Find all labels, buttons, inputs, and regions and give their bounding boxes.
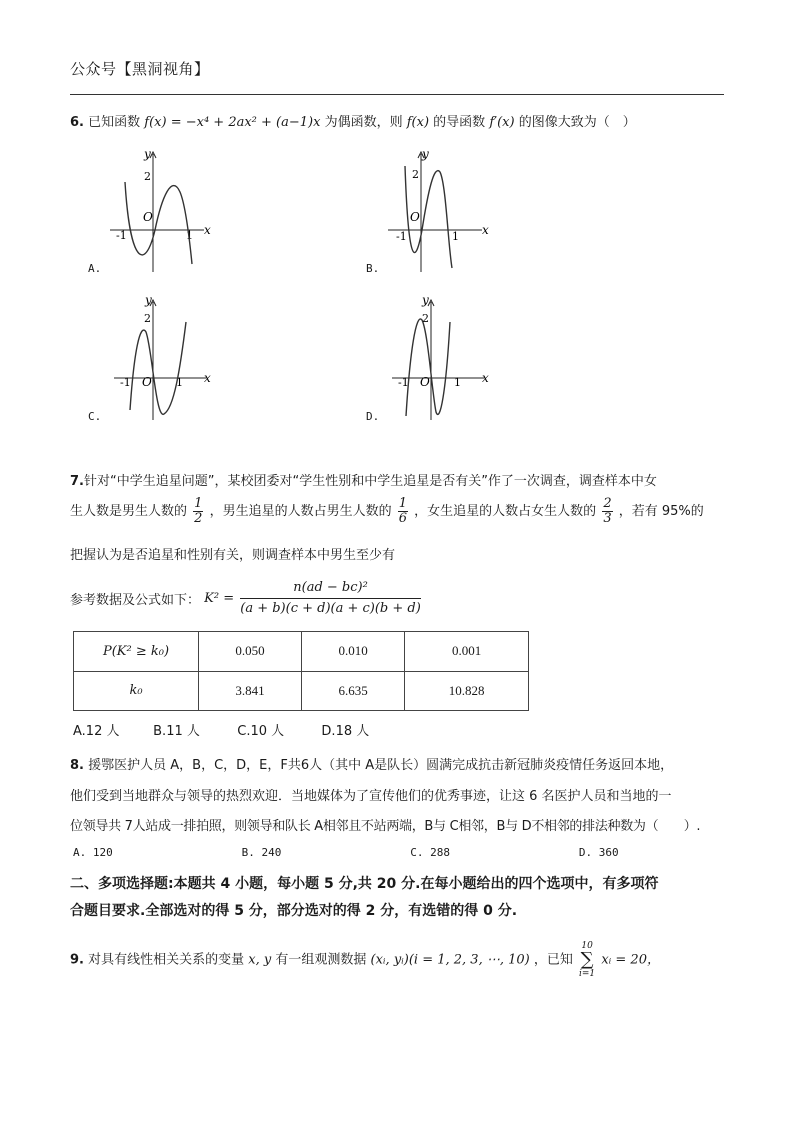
q7-line2 xyxy=(70,497,704,526)
table-cell: 0.001 xyxy=(405,632,529,672)
table-cell: 0.010 xyxy=(302,632,405,672)
q6-a-neg1: -1 xyxy=(116,229,127,242)
q8-line1 xyxy=(70,754,673,773)
q6-graph-b xyxy=(378,144,498,274)
q6-fx: f(x) xyxy=(406,115,430,130)
q7-choice-c: C.10 人 xyxy=(237,724,285,739)
q7-frac1-den: 2 xyxy=(194,511,203,526)
q6-a-two: 2 xyxy=(144,170,151,183)
table-cell: 3.841 xyxy=(199,671,302,711)
q7-frac2-den: 6 xyxy=(398,511,408,526)
q7-l2b: ，男生追星的人数占男生人数的 xyxy=(209,504,392,519)
table-cell: k₀ xyxy=(74,671,199,711)
q7-l2c: ，女生追星的人数占女生人数的 xyxy=(414,504,597,519)
q9-number: 9. xyxy=(70,952,84,968)
q7-k2-label: K² = xyxy=(204,591,235,606)
q6-d-two: 2 xyxy=(422,312,429,325)
q9-text-a: 对具有线性相关关系的变量 xyxy=(88,952,245,968)
q7-number: 7. xyxy=(70,474,84,489)
q9-text-b: 有一组观测数据 xyxy=(275,952,367,968)
q9-sum-top: 10 xyxy=(581,941,593,951)
q6-c-y-label: y xyxy=(145,293,152,307)
q7-frac1 xyxy=(193,497,203,526)
q7-l2a: 生人数是男生人数的 xyxy=(70,504,188,519)
q7-frac3 xyxy=(602,497,612,526)
q7-frac2 xyxy=(398,497,408,526)
q7-reference xyxy=(70,578,423,619)
q7-line1 xyxy=(70,470,657,489)
q7-frac1-num: 1 xyxy=(194,496,203,511)
q6-a-x-label: x xyxy=(204,223,211,237)
q6-c-one: 1 xyxy=(176,376,183,389)
q6-stem xyxy=(70,111,636,130)
q6-c-two: 2 xyxy=(144,312,151,325)
q6-b-one: 1 xyxy=(452,230,459,243)
q8-line2: 他们受到当地群众与领导的热烈欢迎．当地媒体为了宣传他们的优秀事迹，让这 6 名医护人员和当地的一 xyxy=(70,789,672,804)
q6-c-neg1: -1 xyxy=(120,376,131,389)
q7-frac3-den: 3 xyxy=(603,511,612,526)
q7-critical-value-table xyxy=(73,631,529,711)
header-divider xyxy=(70,94,724,95)
q6-d-neg1: -1 xyxy=(398,376,409,389)
q6-option-a: A. xyxy=(88,262,102,275)
q8-choice-a: A. 120 xyxy=(73,846,113,859)
q7-ref-text: 参考数据及公式如下： xyxy=(70,593,201,608)
table-cell: 6.635 xyxy=(302,671,405,711)
q9-sum-symbol: ∑ xyxy=(580,949,594,970)
section2-heading-line2: 合题目要求.全部选对的得 5 分，部分选对的得 2 分，有选错的得 0 分. xyxy=(70,903,518,919)
q7-frac3-num: 2 xyxy=(603,496,612,511)
q7-choice-b: B.11 人 xyxy=(153,724,200,739)
q7-line3: 把握认为是否追星和性别有关，则调查样本中男生至少有 xyxy=(70,548,396,563)
q9-data: (xᵢ, yᵢ)(i = 1, 2, 3, ⋯, 10) xyxy=(370,952,530,968)
q7-line1-text: 针对“中学生追星问题”，某校团委对“学生性别和中学生追星是否有关”作了一次调查，调查样本中女 xyxy=(83,474,657,489)
q9-sum-expr: xᵢ = 20， xyxy=(601,952,660,968)
q8-line3: 位领导共 7人站成一排拍照，则领导和队长 A相邻且不站两端，B与 C相邻，B与 D不相邻的排法种数为（ ）. xyxy=(70,819,701,834)
q6-b-x-label: x xyxy=(482,223,489,237)
q6-number: 6. xyxy=(70,115,84,130)
q7-formula xyxy=(240,578,421,619)
q6-d-origin: O xyxy=(420,375,430,389)
q8-choice-d: D. 360 xyxy=(578,846,619,859)
q9-stem xyxy=(70,941,660,979)
q6-b-neg1: -1 xyxy=(396,230,407,243)
q7-frac2-num: 1 xyxy=(398,496,408,511)
q6-text-b: 为偶函数，则 xyxy=(324,115,403,130)
q7-l2d: ，若有 95%的 xyxy=(618,504,704,519)
q8-choice-c: C. 288 xyxy=(410,846,450,859)
page-header-title: 公众号【黑洞视角】 xyxy=(70,60,210,78)
q6-option-d: D. xyxy=(366,410,380,423)
q6-text-d: 的图像大致为（ ） xyxy=(518,115,636,130)
q9-sum xyxy=(579,941,595,979)
q6-c-origin: O xyxy=(142,375,152,389)
q7-choices xyxy=(73,720,369,739)
q8-choice-b: B. 240 xyxy=(241,846,282,859)
q6-b-origin: O xyxy=(410,210,420,224)
q7-choice-d: D.18 人 xyxy=(321,724,370,739)
q6-graph-a xyxy=(100,144,220,274)
q8-line1-text: 援鄂医护人员 A，B，C，D，E，F共6人（其中 A是队长）圆满完成抗击新冠肺炎疫情任务返回本地， xyxy=(88,758,674,773)
q8-choices xyxy=(73,846,619,859)
q7-formula-num: n(ad − bc)² xyxy=(240,578,421,599)
q6-graph-c xyxy=(108,292,228,422)
table-row xyxy=(74,671,529,711)
table-row xyxy=(74,632,529,672)
q6-a-curve xyxy=(125,182,192,264)
q6-option-c: C. xyxy=(88,410,102,423)
q9-text-c: ，已知 xyxy=(533,952,573,968)
section2-heading-line1: 二、多项选择题:本题共 4 小题，每小题 5 分,共 20 分.在每小题给出的四个选项中，有多项符 xyxy=(70,876,659,892)
q6-text-a: 已知函数 xyxy=(88,115,141,130)
table-cell: 10.828 xyxy=(405,671,529,711)
q6-d-curve xyxy=(406,319,450,416)
q6-b-two: 2 xyxy=(412,168,419,181)
q6-a-one: 1 xyxy=(186,229,193,242)
table-cell: 0.050 xyxy=(199,632,302,672)
table-cell: P(K² ≥ k₀) xyxy=(74,632,199,672)
q8-number: 8. xyxy=(70,758,84,773)
q6-c-curve xyxy=(130,322,186,414)
q6-fpx: f′(x) xyxy=(489,115,515,130)
q6-d-y-label: y xyxy=(422,293,429,307)
q6-d-one: 1 xyxy=(454,376,461,389)
q6-option-b: B. xyxy=(366,262,380,275)
q7-formula-den: (a + b)(c + d)(a + c)(b + d) xyxy=(240,601,421,616)
q6-c-x-label: x xyxy=(204,371,211,385)
q7-choice-a: A.12 人 xyxy=(73,724,120,739)
q6-text-c: 的导函数 xyxy=(433,115,486,130)
q9-vars: x, y xyxy=(248,952,272,968)
q6-a-origin: O xyxy=(143,210,153,224)
q6-d-x-label: x xyxy=(482,371,489,385)
q6-a-y-label: y xyxy=(144,147,151,161)
q9-sum-bottom: i=1 xyxy=(579,969,596,979)
q6-formula: f(x) = −x⁴ + 2ax² + (a−1)x xyxy=(144,115,321,130)
q6-b-y-label: y xyxy=(422,147,429,161)
q6-graph-d xyxy=(376,292,496,422)
